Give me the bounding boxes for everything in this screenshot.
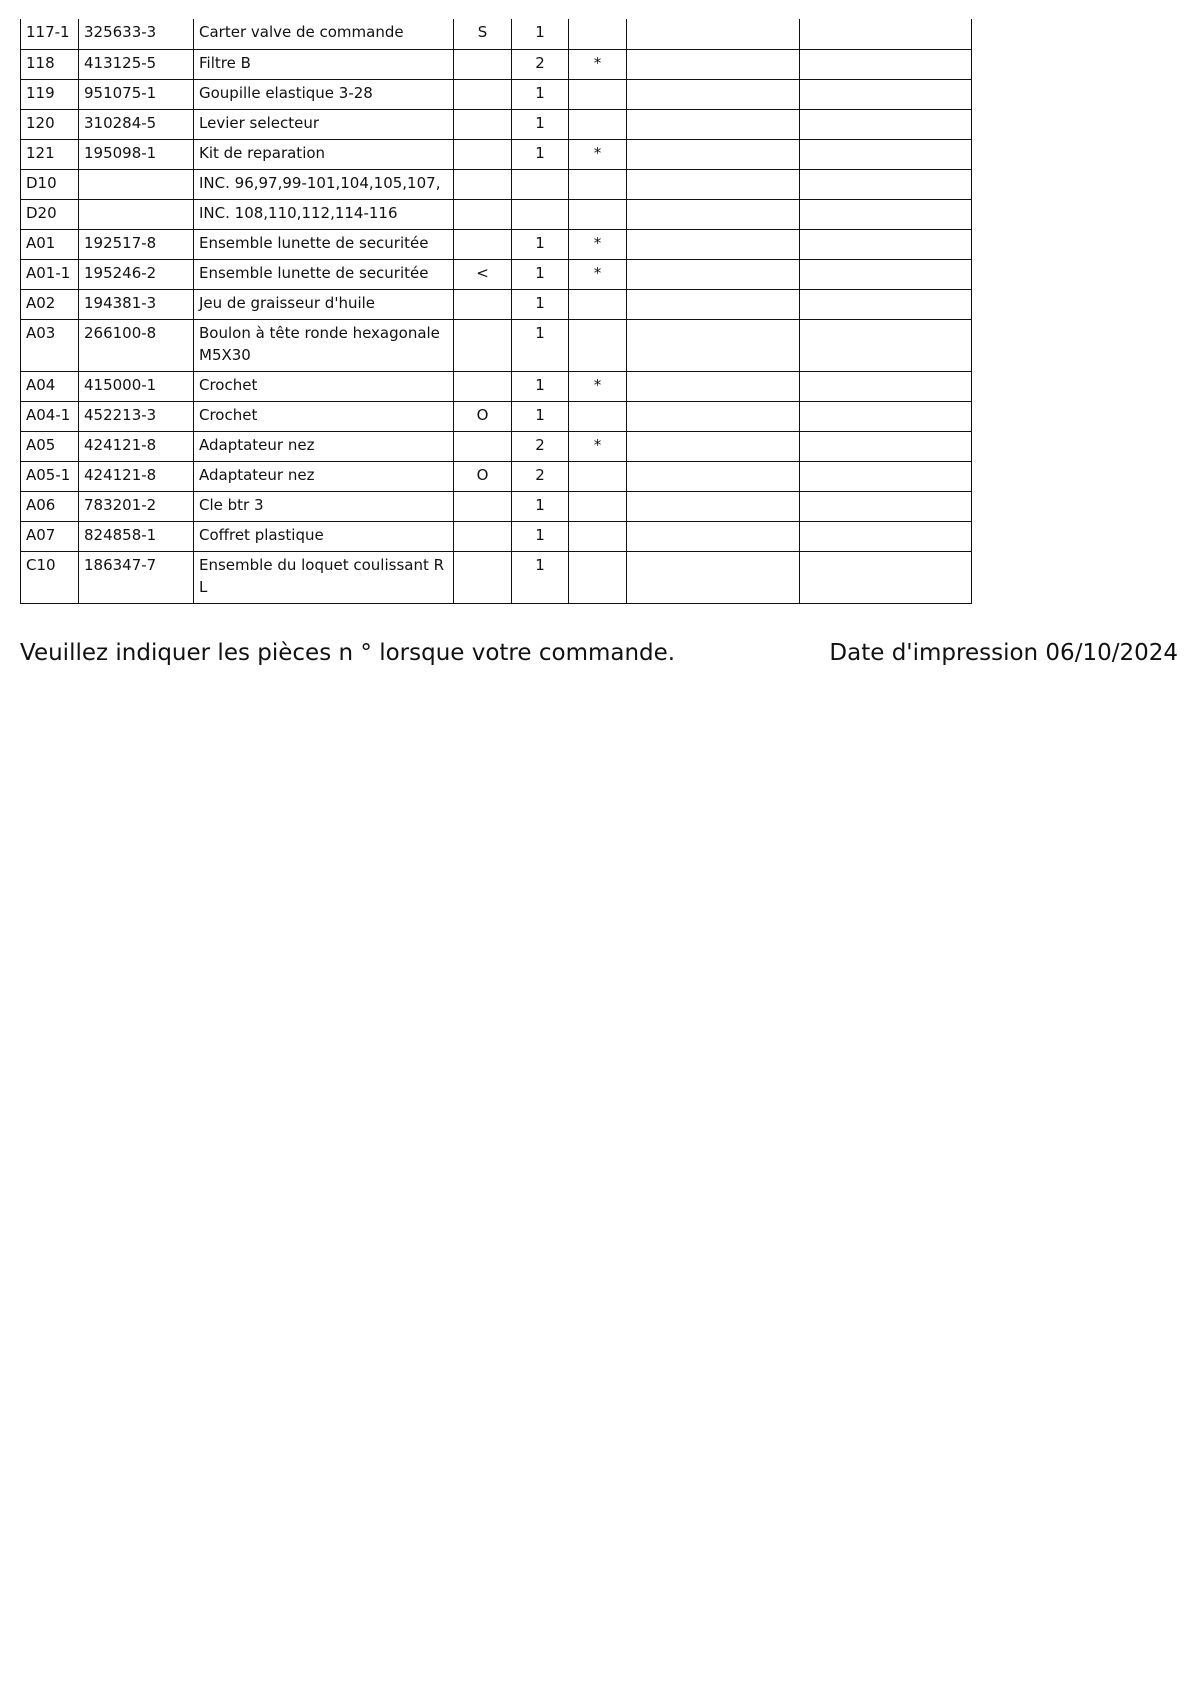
quantity-cell: 1: [512, 401, 569, 431]
quantity-cell: 1: [512, 229, 569, 259]
ref-cell: A01: [21, 229, 79, 259]
ref-cell: A07: [21, 521, 79, 551]
description-cell: Cle btr 3: [194, 491, 454, 521]
ref-cell: A01-1: [21, 259, 79, 289]
marker-cell: [569, 491, 627, 521]
note-cell: [454, 109, 512, 139]
description-cell: Goupille elastique 3-28: [194, 79, 454, 109]
order-instruction-note: Veuillez indiquer les pièces n ° lorsque votre commande.: [20, 640, 676, 666]
marker-cell: [569, 19, 627, 49]
table-row: [21, 491, 972, 521]
table-row: [21, 259, 972, 289]
quantity-cell: 1: [512, 109, 569, 139]
note-cell: [454, 491, 512, 521]
empty-cell: [627, 109, 800, 139]
ref-cell: A04-1: [21, 401, 79, 431]
note-cell: <: [454, 259, 512, 289]
table-row: [21, 199, 972, 229]
description-cell: Ensemble du loquet coulissant R L: [194, 551, 454, 603]
description-cell: Filtre B: [194, 49, 454, 79]
note-cell: O: [454, 401, 512, 431]
empty-cell: [627, 19, 800, 49]
note-cell: [454, 289, 512, 319]
empty-cell: [627, 199, 800, 229]
empty-cell: [800, 431, 972, 461]
part-number-cell: [79, 199, 194, 229]
marker-cell: *: [569, 259, 627, 289]
print-date: Date d'impression 06/10/2024: [829, 640, 1178, 666]
quantity-cell: 1: [512, 491, 569, 521]
note-cell: S: [454, 19, 512, 49]
marker-cell: *: [569, 49, 627, 79]
marker-cell: [569, 461, 627, 491]
part-number-cell: 325633-3: [79, 19, 194, 49]
note-cell: [454, 551, 512, 603]
description-cell: Carter valve de commande: [194, 19, 454, 49]
note-cell: [454, 319, 512, 371]
ref-cell: A02: [21, 289, 79, 319]
marker-cell: *: [569, 371, 627, 401]
note-cell: [454, 199, 512, 229]
table-row: [21, 19, 972, 49]
description-cell: Kit de reparation: [194, 139, 454, 169]
parts-table: [20, 19, 972, 604]
empty-cell: [800, 319, 972, 371]
empty-cell: [627, 229, 800, 259]
note-cell: [454, 79, 512, 109]
empty-cell: [800, 19, 972, 49]
empty-cell: [800, 259, 972, 289]
table-row: [21, 109, 972, 139]
marker-cell: [569, 551, 627, 603]
ref-cell: A06: [21, 491, 79, 521]
empty-cell: [800, 551, 972, 603]
empty-cell: [627, 371, 800, 401]
description-cell: Adaptateur nez: [194, 431, 454, 461]
table-row: [21, 551, 972, 603]
marker-cell: *: [569, 139, 627, 169]
empty-cell: [627, 289, 800, 319]
empty-cell: [627, 49, 800, 79]
marker-cell: *: [569, 431, 627, 461]
description-cell: Coffret plastique: [194, 521, 454, 551]
empty-cell: [800, 199, 972, 229]
quantity-cell: 1: [512, 139, 569, 169]
part-number-cell: 951075-1: [79, 79, 194, 109]
part-number-cell: 310284-5: [79, 109, 194, 139]
ref-cell: A05-1: [21, 461, 79, 491]
quantity-cell: 1: [512, 79, 569, 109]
part-number-cell: 424121-8: [79, 431, 194, 461]
ref-cell: D20: [21, 199, 79, 229]
part-number-cell: 424121-8: [79, 461, 194, 491]
empty-cell: [800, 371, 972, 401]
part-number-cell: 415000-1: [79, 371, 194, 401]
table-row: [21, 289, 972, 319]
description-cell: Crochet: [194, 371, 454, 401]
quantity-cell: 1: [512, 319, 569, 371]
marker-cell: [569, 401, 627, 431]
part-number-cell: 266100-8: [79, 319, 194, 371]
description-cell: Ensemble lunette de securitée: [194, 259, 454, 289]
empty-cell: [627, 79, 800, 109]
note-cell: [454, 49, 512, 79]
empty-cell: [627, 169, 800, 199]
empty-cell: [800, 109, 972, 139]
empty-cell: [627, 491, 800, 521]
table-row: [21, 79, 972, 109]
part-number-cell: 195098-1: [79, 139, 194, 169]
quantity-cell: [512, 169, 569, 199]
table-row: [21, 169, 972, 199]
part-number-cell: 194381-3: [79, 289, 194, 319]
empty-cell: [627, 139, 800, 169]
empty-cell: [800, 139, 972, 169]
quantity-cell: 2: [512, 461, 569, 491]
quantity-cell: 1: [512, 19, 569, 49]
marker-cell: *: [569, 229, 627, 259]
quantity-cell: 1: [512, 259, 569, 289]
note-cell: [454, 229, 512, 259]
note-cell: [454, 169, 512, 199]
empty-cell: [800, 49, 972, 79]
part-number-cell: 824858-1: [79, 521, 194, 551]
empty-cell: [627, 461, 800, 491]
description-cell: INC. 96,97,99-101,104,105,107,: [194, 169, 454, 199]
empty-cell: [800, 491, 972, 521]
part-number-cell: 413125-5: [79, 49, 194, 79]
note-cell: [454, 431, 512, 461]
table-row: [21, 521, 972, 551]
marker-cell: [569, 319, 627, 371]
empty-cell: [800, 79, 972, 109]
table-row: [21, 319, 972, 371]
empty-cell: [627, 551, 800, 603]
quantity-cell: [512, 199, 569, 229]
empty-cell: [800, 169, 972, 199]
ref-cell: D10: [21, 169, 79, 199]
ref-cell: A03: [21, 319, 79, 371]
marker-cell: [569, 521, 627, 551]
ref-cell: 121: [21, 139, 79, 169]
empty-cell: [800, 521, 972, 551]
description-cell: INC. 108,110,112,114-116: [194, 199, 454, 229]
marker-cell: [569, 79, 627, 109]
marker-cell: [569, 199, 627, 229]
description-cell: Levier selecteur: [194, 109, 454, 139]
ref-cell: 120: [21, 109, 79, 139]
note-cell: [454, 521, 512, 551]
table-row: [21, 431, 972, 461]
quantity-cell: 1: [512, 521, 569, 551]
table-row: [21, 49, 972, 79]
marker-cell: [569, 109, 627, 139]
description-cell: Boulon à tête ronde hexagonale M5X30: [194, 319, 454, 371]
ref-cell: 119: [21, 79, 79, 109]
ref-cell: A04: [21, 371, 79, 401]
table-row: [21, 461, 972, 491]
empty-cell: [627, 521, 800, 551]
part-number-cell: [79, 169, 194, 199]
marker-cell: [569, 169, 627, 199]
empty-cell: [800, 401, 972, 431]
empty-cell: [800, 229, 972, 259]
quantity-cell: 2: [512, 49, 569, 79]
ref-cell: C10: [21, 551, 79, 603]
empty-cell: [800, 461, 972, 491]
part-number-cell: 195246-2: [79, 259, 194, 289]
parts-table-body: [21, 19, 972, 603]
note-cell: [454, 371, 512, 401]
marker-cell: [569, 289, 627, 319]
description-cell: Crochet: [194, 401, 454, 431]
empty-cell: [627, 259, 800, 289]
empty-cell: [800, 289, 972, 319]
empty-cell: [627, 319, 800, 371]
description-cell: Jeu de graisseur d'huile: [194, 289, 454, 319]
table-row: [21, 401, 972, 431]
note-cell: [454, 139, 512, 169]
ref-cell: 118: [21, 49, 79, 79]
quantity-cell: 1: [512, 289, 569, 319]
quantity-cell: 1: [512, 551, 569, 603]
empty-cell: [627, 431, 800, 461]
part-number-cell: 452213-3: [79, 401, 194, 431]
empty-cell: [627, 401, 800, 431]
table-row: [21, 229, 972, 259]
part-number-cell: 783201-2: [79, 491, 194, 521]
description-cell: Ensemble lunette de securitée: [194, 229, 454, 259]
ref-cell: A05: [21, 431, 79, 461]
part-number-cell: 192517-8: [79, 229, 194, 259]
quantity-cell: 2: [512, 431, 569, 461]
ref-cell: 117-1: [21, 19, 79, 49]
note-cell: O: [454, 461, 512, 491]
table-row: [21, 371, 972, 401]
part-number-cell: 186347-7: [79, 551, 194, 603]
quantity-cell: 1: [512, 371, 569, 401]
table-row: [21, 139, 972, 169]
description-cell: Adaptateur nez: [194, 461, 454, 491]
